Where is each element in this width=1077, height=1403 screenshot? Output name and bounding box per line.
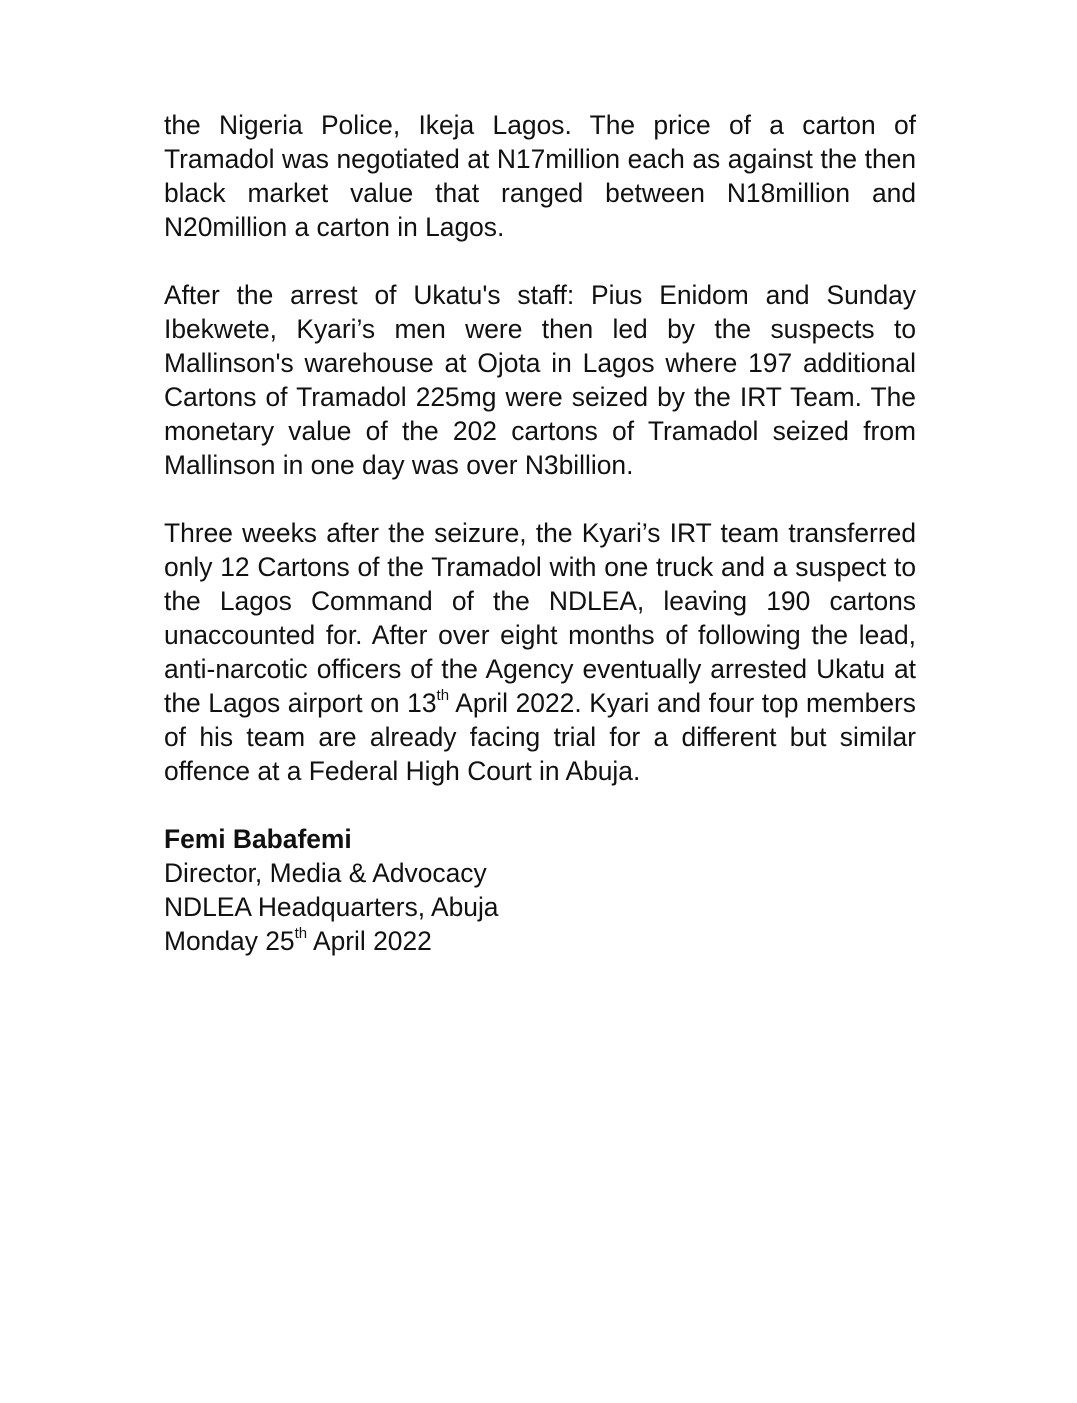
date-ordinal-suffix: th <box>294 925 308 943</box>
paragraph-text: the Nigeria Police, Ikeja Lagos. The price of a carton of Tramadol was negotiated at N17million each as against the then black market value that ranged between N18million and N20million a carton in Lagos. <box>164 110 916 242</box>
paragraph-transfer-trial <box>164 516 916 788</box>
date-text-before: Monday 25 <box>164 926 295 956</box>
date-text-after: April 2022 <box>307 926 432 956</box>
paragraph-text: After the arrest of Ukatu's staff: Pius Enidom and Sunday Ibekwete, Kyari’s men were then led by the suspects to Mallinson's warehouse at Ojota in Lagos where 197 additional Cartons of Tramadol 225mg were seized by the IRT Team. The monetary value of the 202 cartons of Tramadol seized from Mallinson in one day was over N3billion. <box>164 280 916 480</box>
signatory-office: NDLEA Headquarters, Abuja <box>164 892 499 922</box>
paragraph-text-before: Three weeks after the seizure, the Kyari’s IRT team transferred only 12 Cartons of the Tramadol with one truck and a suspect to the Lagos Command of the NDLEA, leaving 190 cartons unaccounted for. After over eight months of following the lead, anti-narcotic officers of the Agency eventually arrested Ukatu at the Lagos airport on 13 <box>164 518 916 718</box>
signatory-name: Femi Babafemi <box>164 824 352 854</box>
paragraph-arrest-warehouse <box>164 278 916 482</box>
ordinal-suffix: th <box>436 687 450 705</box>
signature-date <box>164 924 916 958</box>
document-page <box>164 108 916 958</box>
paragraph-text-after: April 2022. Kyari and four top members of his team are already facing trial for a different but similar offence at a Federal High Court in Abuja. <box>164 688 916 786</box>
signatory-title: Director, Media & Advocacy <box>164 858 487 888</box>
paragraph-police-price <box>164 108 916 244</box>
signature-block <box>164 822 916 958</box>
